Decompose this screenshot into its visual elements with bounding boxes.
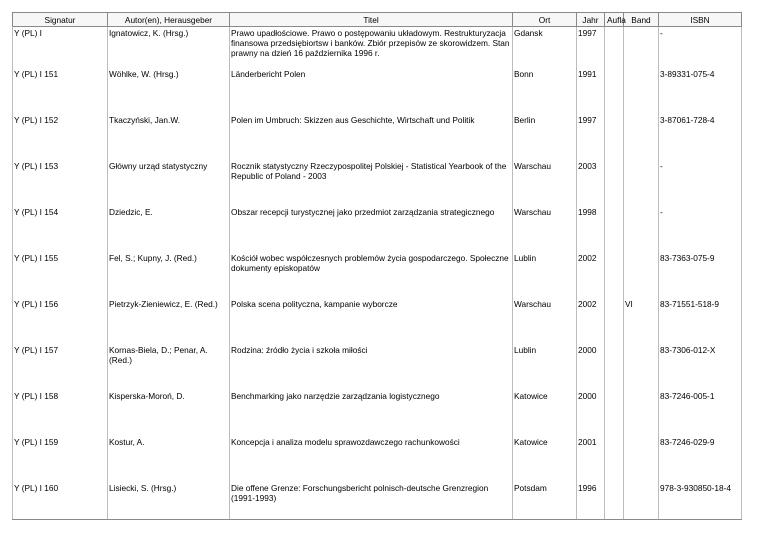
table-row xyxy=(13,436,742,482)
column-header-auflage: Aufla xyxy=(605,13,624,27)
cell-signatur: Y (PL) I 160 xyxy=(13,482,108,520)
cell-ort: Gdansk xyxy=(513,27,577,69)
table-row xyxy=(13,27,742,69)
cell-band: VI xyxy=(624,298,659,344)
table-row xyxy=(13,114,742,160)
column-header-signatur: Signatur xyxy=(13,13,108,27)
cell-isbn: 3-87061-728-4 xyxy=(659,114,742,160)
cell-auflage xyxy=(605,344,624,390)
cell-signatur: Y (PL) I 151 xyxy=(13,68,108,114)
column-header-titel: Titel xyxy=(230,13,513,27)
cell-titel: Länderbericht Polen xyxy=(230,68,513,114)
cell-band xyxy=(624,160,659,206)
cell-titel: Obszar recepcji turystycznej jako przedmiot zarządzania strategicznego xyxy=(230,206,513,252)
cell-jahr: 1996 xyxy=(577,482,605,520)
table-row xyxy=(13,68,742,114)
header-row xyxy=(13,13,742,27)
cell-jahr: 1997 xyxy=(577,27,605,69)
cell-autor: Fel, S.; Kupny, J. (Red.) xyxy=(108,252,230,298)
cell-jahr: 1998 xyxy=(577,206,605,252)
cell-jahr: 2001 xyxy=(577,436,605,482)
cell-autor: Kornas-Biela, D.; Penar, A. (Red.) xyxy=(108,344,230,390)
cell-titel: Koncepcja i analiza modelu sprawozdawczego rachunkowości xyxy=(230,436,513,482)
cell-band xyxy=(624,436,659,482)
cell-signatur: Y (PL) I 155 xyxy=(13,252,108,298)
cell-isbn: 978-3-930850-18-4 xyxy=(659,482,742,520)
cell-band xyxy=(624,27,659,69)
cell-auflage xyxy=(605,252,624,298)
cell-ort: Warschau xyxy=(513,206,577,252)
cell-autor: Lisiecki, S. (Hrsg.) xyxy=(108,482,230,520)
cell-titel: Benchmarking jako narzędzie zarządzania logistycznego xyxy=(230,390,513,436)
cell-auflage xyxy=(605,114,624,160)
cell-band xyxy=(624,68,659,114)
table-row xyxy=(13,252,742,298)
cell-isbn: - xyxy=(659,206,742,252)
cell-titel: Die offene Grenze: Forschungsbericht polnisch-deutsche Grenzregion (1991-1993) xyxy=(230,482,513,520)
table-row xyxy=(13,298,742,344)
column-header-autor: Autor(en), Herausgeber xyxy=(108,13,230,27)
cell-isbn: 83-7363-075-9 xyxy=(659,252,742,298)
cell-auflage xyxy=(605,390,624,436)
column-header-jahr: Jahr xyxy=(577,13,605,27)
cell-autor: Główny urząd statystyczny xyxy=(108,160,230,206)
cell-jahr: 1997 xyxy=(577,114,605,160)
cell-auflage xyxy=(605,482,624,520)
table-row xyxy=(13,160,742,206)
table-row xyxy=(13,482,742,520)
column-header-band: Band xyxy=(624,13,659,27)
cell-signatur: Y (PL) I 157 xyxy=(13,344,108,390)
cell-signatur: Y (PL) I 153 xyxy=(13,160,108,206)
cell-signatur: Y (PL) I 154 xyxy=(13,206,108,252)
cell-auflage xyxy=(605,436,624,482)
cell-auflage xyxy=(605,27,624,69)
table-row xyxy=(13,390,742,436)
column-header-isbn: ISBN xyxy=(659,13,742,27)
cell-band xyxy=(624,344,659,390)
cell-isbn: - xyxy=(659,27,742,69)
cell-ort: Katowice xyxy=(513,436,577,482)
cell-ort: Lublin xyxy=(513,252,577,298)
cell-signatur: Y (PL) I 156 xyxy=(13,298,108,344)
cell-titel: Rodzina: źródło życia i szkoła miłości xyxy=(230,344,513,390)
cell-jahr: 2000 xyxy=(577,344,605,390)
cell-ort: Berlin xyxy=(513,114,577,160)
cell-ort: Warschau xyxy=(513,298,577,344)
table-row xyxy=(13,344,742,390)
cell-signatur: Y (PL) I xyxy=(13,27,108,69)
cell-band xyxy=(624,206,659,252)
cell-autor: Pietrzyk-Zieniewicz, E. (Red.) xyxy=(108,298,230,344)
cell-signatur: Y (PL) I 158 xyxy=(13,390,108,436)
cell-autor: Ignatowicz, K. (Hrsg.) xyxy=(108,27,230,69)
catalog-table xyxy=(12,12,742,520)
cell-jahr: 2000 xyxy=(577,390,605,436)
cell-ort: Katowice xyxy=(513,390,577,436)
cell-autor: Tkaczyński, Jan.W. xyxy=(108,114,230,160)
cell-titel: Polen im Umbruch: Skizzen aus Geschichte, Wirtschaft und Politik xyxy=(230,114,513,160)
cell-band xyxy=(624,252,659,298)
cell-ort: Warschau xyxy=(513,160,577,206)
column-header-ort: Ort xyxy=(513,13,577,27)
cell-jahr: 1991 xyxy=(577,68,605,114)
cell-ort: Bonn xyxy=(513,68,577,114)
cell-ort: Lublin xyxy=(513,344,577,390)
cell-band xyxy=(624,390,659,436)
cell-titel: Rocznik statystyczny Rzeczypospolitej Polskiej - Statistical Yearbook of the Republic of Poland - 2003 xyxy=(230,160,513,206)
cell-signatur: Y (PL) I 152 xyxy=(13,114,108,160)
cell-titel: Prawo upadłościowe. Prawo o postępowaniu układowym. Restrukturyzacja finansowa przedsiębiortsw i banków. Zbiór przepisów ze skorowidzem. Stan prawny na dzień 16 października 1996 r. xyxy=(230,27,513,69)
cell-isbn: 83-7306-012-X xyxy=(659,344,742,390)
cell-ort: Potsdam xyxy=(513,482,577,520)
table-row xyxy=(13,206,742,252)
cell-auflage xyxy=(605,298,624,344)
cell-isbn: 83-7246-005-1 xyxy=(659,390,742,436)
cell-jahr: 2002 xyxy=(577,252,605,298)
cell-signatur: Y (PL) I 159 xyxy=(13,436,108,482)
cell-autor: Kisperska-Moroń, D. xyxy=(108,390,230,436)
cell-isbn: - xyxy=(659,160,742,206)
cell-auflage xyxy=(605,206,624,252)
cell-isbn: 83-7246-029-9 xyxy=(659,436,742,482)
cell-jahr: 2003 xyxy=(577,160,605,206)
cell-band xyxy=(624,482,659,520)
cell-jahr: 2002 xyxy=(577,298,605,344)
cell-autor: Kostur, A. xyxy=(108,436,230,482)
cell-autor: Dziedzic, E. xyxy=(108,206,230,252)
cell-auflage xyxy=(605,160,624,206)
cell-auflage xyxy=(605,68,624,114)
cell-isbn: 3-89331-075-4 xyxy=(659,68,742,114)
cell-titel: Polska scena polityczna, kampanie wyborcze xyxy=(230,298,513,344)
cell-band xyxy=(624,114,659,160)
cell-autor: Wöhlke, W. (Hrsg.) xyxy=(108,68,230,114)
cell-titel: Kościół wobec współczesnych problemów życia gospodarczego. Społeczne dokumenty episkopatów xyxy=(230,252,513,298)
cell-isbn: 83-71551-518-9 xyxy=(659,298,742,344)
